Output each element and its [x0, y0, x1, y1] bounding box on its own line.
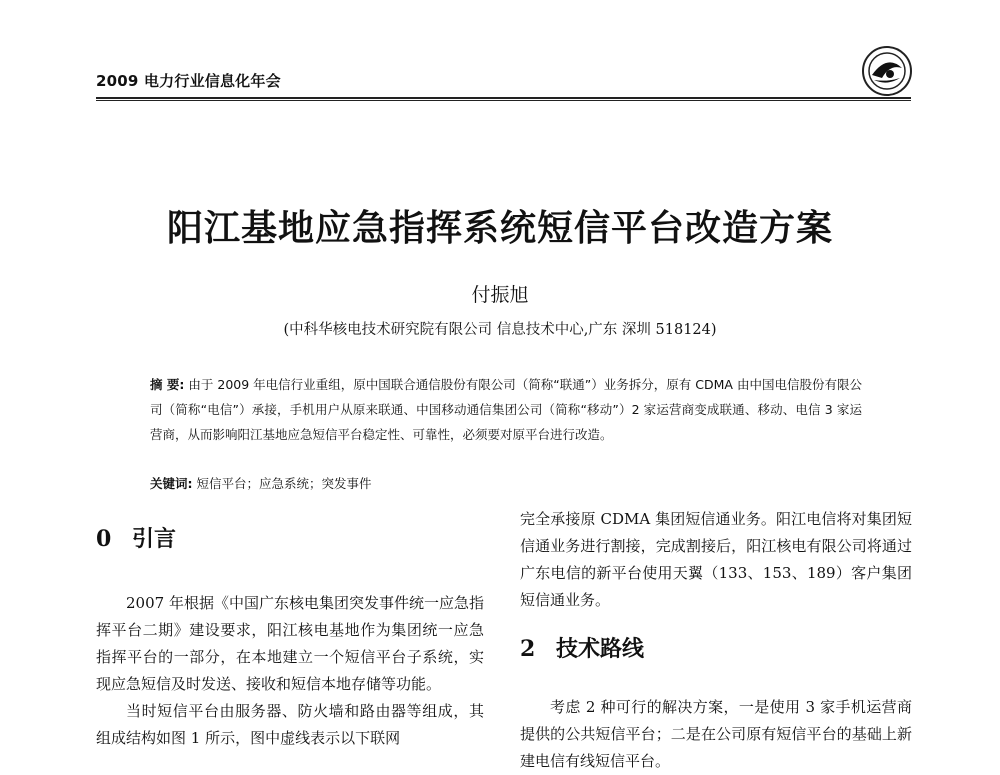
conference-header-title: 2009 电力行业信息化年会: [96, 72, 281, 90]
section-heading-tech: [520, 632, 644, 663]
continued-paragraph: 完全承接原 CDMA 集团短信通业务。阳江电信将对集团短信通业务进行割接，完成割接后，阳江核电有限公司将通过广东电信的新平台使用天翼（133、153、189）客户集团短信通业务。: [520, 510, 912, 609]
section-title: 技术路线: [556, 636, 645, 662]
section-title: 引言: [132, 526, 177, 552]
keywords-block: [150, 474, 372, 492]
right-column-lower: [520, 694, 912, 775]
abstract-text: 由于 2009 年电信行业重组，原中国联合通信股份有限公司（简称“联通”）业务拆分，原有 CDMA 由中国电信股份有限公司（简称“电信”）承接，手机用户从原来联通、中国移动通信集团公司（简称“移动”）2 家运营商变成联通、移动、电信 3 家运营商，从而影响阳江基地应急短信平台稳定性、可靠性，必须要对原平台进行改造。: [150, 377, 862, 442]
paper-title: 阳江基地应急指挥系统短信平台改造方案: [166, 207, 833, 249]
left-column: [96, 590, 484, 752]
abstract-block: [150, 372, 862, 447]
author-affiliation: (中科华核电技术研究院有限公司 信息技术中心,广东 深圳 518124): [283, 322, 717, 338]
right-column: [520, 506, 912, 614]
keywords-label: 关键词:: [150, 476, 193, 491]
header-divider: [96, 97, 911, 101]
keywords-text: 短信平台；应急系统；突发事件: [196, 476, 372, 491]
tech-paragraph-1: 考虑 2 种可行的解决方案，一是使用 3 家手机运营商提供的公共短信平台；二是在公司原有短信平台的基础上新建电信有线短信平台。: [520, 698, 912, 770]
intro-paragraph-2: 当时短信平台由服务器、防火墙和路由器等组成，其组成结构如图 1 所示，图中虚线表示以下联网: [96, 702, 484, 747]
abstract-label: 摘 要:: [150, 377, 185, 392]
section-number: 2: [520, 636, 536, 662]
intro-paragraph-1: 2007 年根据《中国广东核电集团突发事件统一应急指挥平台二期》建设要求，阳江核电基地作为集团统一应急指挥平台的一部分，在本地建立一个短信平台子系统，实现应急短信及时发送、接收和短信本地存储等功能。: [96, 594, 484, 693]
paper-author: 付振旭: [471, 284, 529, 306]
section-number: 0: [96, 526, 112, 552]
conference-seal-icon: [860, 44, 914, 98]
section-heading-intro: [96, 522, 176, 553]
